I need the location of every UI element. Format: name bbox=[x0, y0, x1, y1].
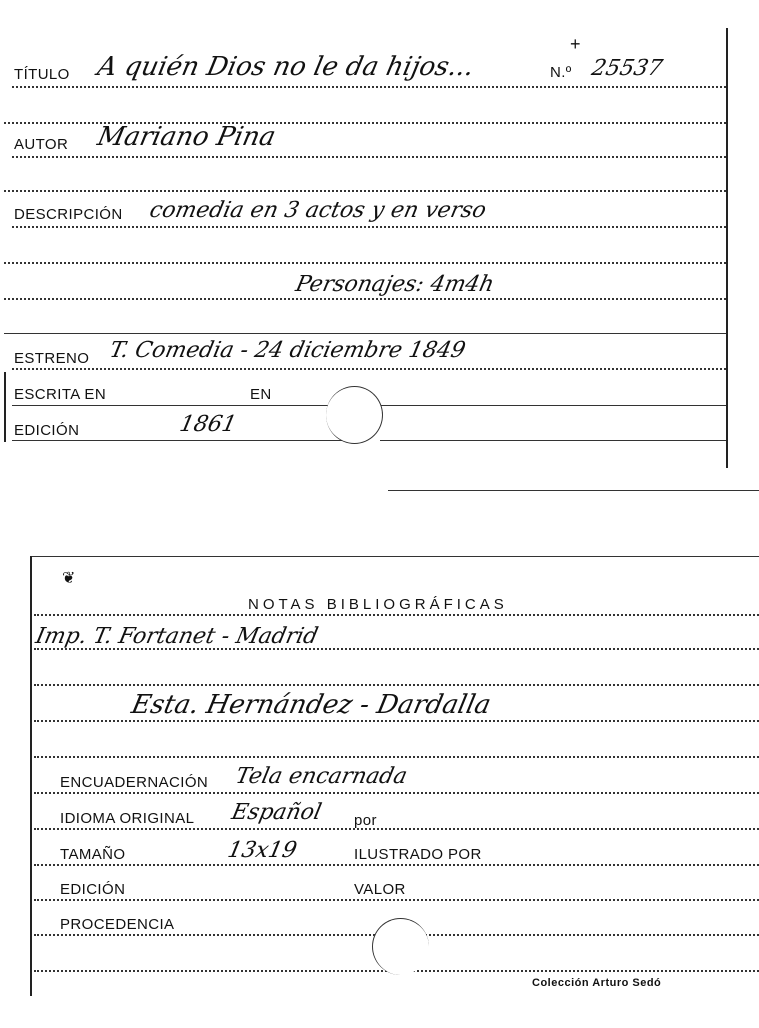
personajes-value: Personajes: 4m4h bbox=[293, 272, 497, 297]
rule-blank-4 bbox=[4, 333, 726, 334]
rule-titulo bbox=[12, 86, 726, 88]
rule-encuadernacion bbox=[34, 792, 759, 794]
numero-label: N.º bbox=[550, 64, 572, 81]
collection-credit: Colección Arturo Sedó bbox=[532, 977, 662, 989]
cross-mark: + bbox=[570, 34, 581, 54]
en-label: EN bbox=[250, 386, 272, 403]
rule-bottom-edge bbox=[388, 490, 759, 491]
rule-blank-3 bbox=[4, 262, 726, 264]
edicion-label: EDICIÓN bbox=[14, 422, 80, 439]
ilustrado-label: ILUSTRADO POR bbox=[354, 846, 482, 863]
titulo-value: A quién Dios no le da hijos... bbox=[94, 52, 477, 82]
descripcion-label: DESCRIPCIÓN bbox=[14, 206, 123, 223]
rule-notas-1 bbox=[34, 614, 759, 616]
rule-notas-5 bbox=[34, 756, 759, 758]
bottom-card-top-border bbox=[30, 556, 759, 557]
descripcion-value: comedia en 3 actos y en verso bbox=[147, 198, 489, 223]
escrita-label: ESCRITA EN bbox=[14, 386, 107, 403]
punch-hole-2 bbox=[372, 918, 429, 975]
rule-blank-2 bbox=[4, 190, 726, 192]
valor-label: VALOR bbox=[354, 881, 406, 898]
rule-escrita bbox=[12, 405, 342, 406]
rule-autor bbox=[12, 156, 726, 158]
edicion-2-label: EDICIÓN bbox=[60, 881, 126, 898]
idioma-value: Español bbox=[229, 800, 324, 825]
rule-edicion-2 bbox=[34, 899, 759, 901]
punch-hole bbox=[326, 386, 383, 444]
notas-header: NOTAS BIBLIOGRÁFICAS bbox=[248, 596, 508, 613]
tamano-value: 13x19 bbox=[225, 838, 300, 863]
rule-idioma bbox=[34, 828, 759, 830]
top-card-left-border bbox=[4, 372, 6, 442]
rule-notas-4 bbox=[34, 720, 759, 722]
procedencia-label: PROCEDENCIA bbox=[60, 916, 175, 933]
rule-edicion-right bbox=[380, 440, 726, 441]
rule-edicion bbox=[12, 440, 342, 441]
rule-tamano bbox=[34, 864, 759, 866]
edicion-value: 1861 bbox=[177, 412, 239, 437]
encuadernacion-label: ENCUADERNACIÓN bbox=[60, 774, 209, 791]
idioma-label: IDIOMA ORIGINAL bbox=[60, 810, 195, 827]
numero-value: 25537 bbox=[589, 56, 665, 81]
rule-estreno bbox=[12, 368, 726, 370]
autor-label: AUTOR bbox=[14, 136, 69, 153]
tamano-label: TAMAÑO bbox=[60, 846, 126, 863]
rule-personajes bbox=[4, 298, 726, 300]
rule-notas-3 bbox=[34, 684, 759, 686]
encuadernacion-value: Tela encarnada bbox=[233, 764, 410, 789]
rule-escrita-right bbox=[380, 405, 726, 406]
estreno-label: ESTRENO bbox=[14, 350, 90, 367]
bottom-card-left-border bbox=[30, 556, 32, 996]
por-label: por bbox=[354, 812, 377, 829]
autor-value: Mariano Pina bbox=[94, 122, 279, 152]
estreno-value: T. Comedia - 24 diciembre 1849 bbox=[107, 338, 468, 363]
note-line-1: Imp. T. Fortanet - Madrid bbox=[33, 624, 321, 649]
note-line-2: Esta. Hernández - Dardalla bbox=[128, 690, 494, 720]
titulo-label: TÍTULO bbox=[14, 66, 70, 83]
rule-descripcion bbox=[12, 226, 726, 228]
stamp-mark: ❦ bbox=[62, 570, 76, 587]
top-card-right-border bbox=[726, 28, 728, 468]
